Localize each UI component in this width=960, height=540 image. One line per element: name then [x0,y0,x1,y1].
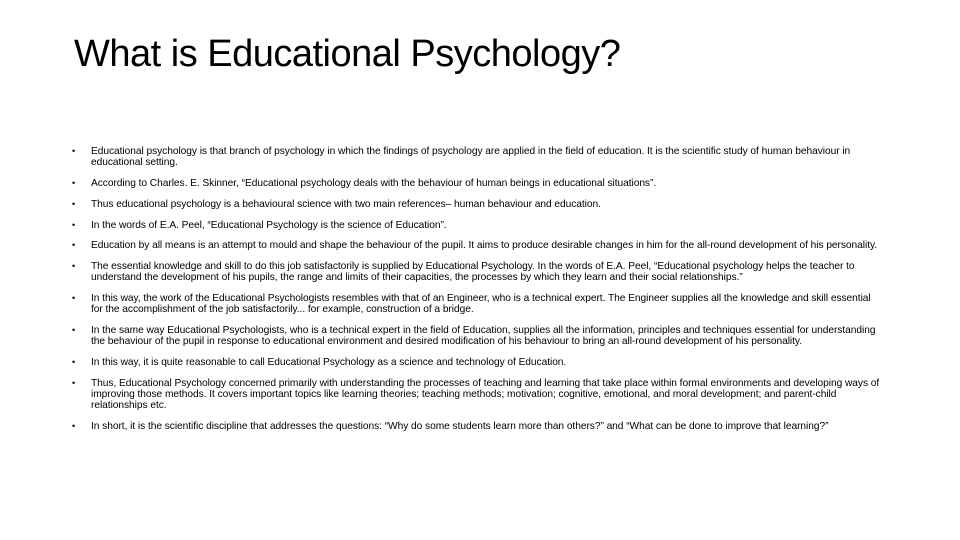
bullet-item [72,421,880,432]
bullet-item [72,220,880,231]
bullet-item [72,378,880,412]
bullet-text: Education by all means is an attempt to mould and shape the behaviour of the pupil. It aims to produce desirable changes in him for the all-round development of his personality. [91,240,878,252]
bullet-text: In the words of E.A. Peel, “Educational Psychology is the science of Education”. [91,219,447,231]
bullet-item [72,146,880,168]
bullet-item [72,261,880,283]
bullet-text: Educational psychology is that branch of psychology in which the findings of psychology are applied in the field of education. It is the scientific study of human behaviour in educational setting. [91,146,851,169]
bullet-item [72,199,880,210]
bullet-icon: • [72,219,76,230]
bullet-icon: • [72,421,76,432]
slide-title: What is Educational Psychology? [74,33,621,75]
bullet-item [72,357,880,368]
bullet-text: Thus, Educational Psychology concerned primarily with understanding the processes of teaching and learning that take place within formal environments and developing ways of improving those methods. It covers important topics like learning theories; teaching methods; motivation; cognitive, emotional, and moral development; and parent-child relationships etc. [91,377,880,412]
bullet-icon: • [72,377,76,388]
bullet-icon: • [72,178,76,188]
bullet-icon: • [72,261,76,272]
bullet-text: Thus educational psychology is a behavioural science with two main references– human behaviour and education. [91,198,601,210]
bullet-text: In the same way Educational Psychologists, who is a technical expert in the field of Education, supplies all the information, principles and techniques essential for understanding the behaviour of the pupil in response to educational environment and desired modification of his behaviour to bring an all-round development of his personality. [91,325,876,348]
bullet-icon: • [72,240,76,251]
bullet-text: According to Charles. E. Skinner, “Educational psychology deals with the behaviour of human beings in educational situations”. [91,178,657,189]
bullet-item [72,240,880,251]
bullet-list [72,146,880,442]
bullet-icon: • [72,146,76,156]
bullet-icon: • [72,357,76,368]
bullet-item [72,325,880,347]
bullet-item [72,178,880,189]
bullet-text: In short, it is the scientific discipline that addresses the questions: “Why do some students learn more than others?” and “What can be done to improve that learning?” [91,421,829,433]
bullet-text: In this way, it is quite reasonable to call Educational Psychology as a science and technology of Education. [91,357,567,369]
bullet-icon: • [72,293,76,304]
bullet-icon: • [72,198,76,209]
bullet-text: In this way, the work of the Educational Psychologists resembles with that of an Engineer, who is a technical expert. The Engineer supplies all the knowledge and skill essential for the accomplishment of the job satisfactorily... for example, construction of a bridge. [91,293,871,316]
bullet-icon: • [72,325,76,336]
bullet-text: The essential knowledge and skill to do this job satisfactorily is supplied by Educational Psychology. In the words of E.A. Peel, “Educational psychology helps the teacher to understand the development of his pupils, the range and limits of their capacities, the processes by which they learn and their social relationships.” [91,261,855,284]
bullet-item [72,293,880,315]
